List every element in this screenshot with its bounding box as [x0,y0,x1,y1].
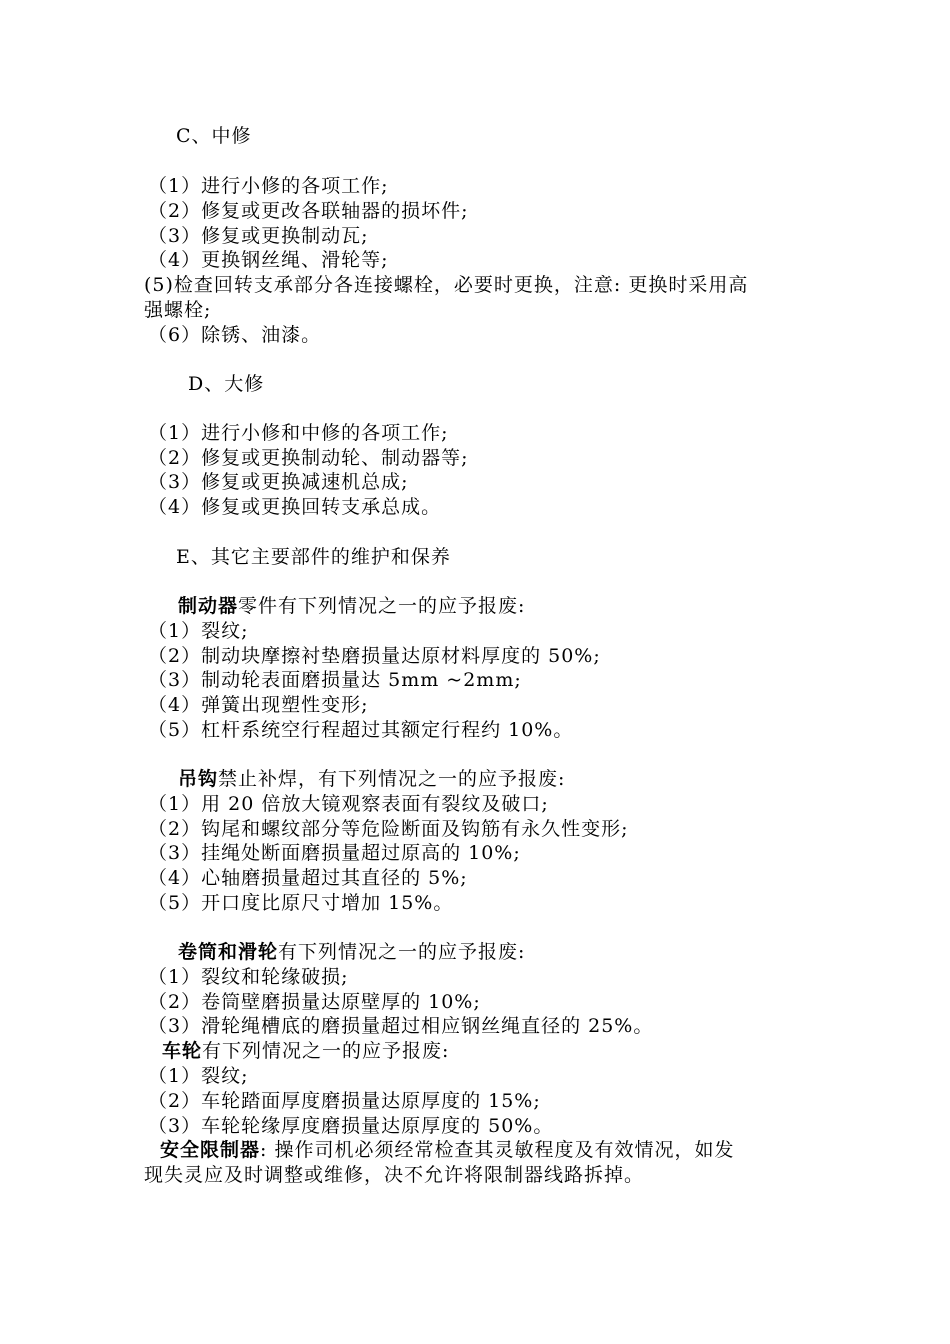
list-item: （2）制动块摩擦衬垫磨损量达原材料厚度的 50%; [148,645,601,667]
wheel-term: 车轮 [162,1040,203,1062]
list-item: （2）钩尾和螺纹部分等危险断面及钩筋有永久性变形; [148,818,629,840]
list-item: （3）滑轮绳槽底的磨损量超过相应钢丝绳直径的 25%。 [148,1015,654,1037]
list-item: （2）修复或更改各联轴器的损坏件; [148,200,469,222]
hook-intro [178,767,565,792]
list-item: （3）修复或更换制动瓦; [148,225,369,247]
list-item: （2）卷筒壁磨损量达原壁厚的 10%; [148,991,481,1013]
drum-intro [178,940,525,965]
wheel-intro-text: 有下列情况之一的应予报废: [202,1040,450,1062]
section-c-heading: C、中修 [176,125,252,147]
wheel-intro [162,1039,449,1064]
list-item: （3）挂绳处断面磨损量超过原高的 10%; [148,842,521,864]
list-item: (5)检查回转支承部分各连接螺栓，必要时更换，注意: 更换时采用高 [144,274,749,296]
limiter-line-2: 现失灵应及时调整或维修，决不允许将限制器线路拆掉。 [144,1164,645,1186]
list-item: （4）心轴磨损量超过其直径的 5%; [148,867,468,889]
section-d-heading: D、大修 [188,373,265,395]
list-item: （1）用 20 倍放大镜观察表面有裂纹及破口; [148,793,549,815]
list-item: （1）进行小修的各项工作; [148,175,389,197]
drum-term: 卷筒和滑轮 [178,941,279,963]
list-item: （5）开口度比原尺寸增加 15%。 [148,892,454,914]
brake-intro [178,594,525,619]
list-item: （5）杠杆系统空行程超过其额定行程约 10%。 [148,719,574,741]
list-item: （2）车轮踏面厚度磨损量达原厚度的 15%; [148,1090,541,1112]
list-item: （1）裂纹; [148,620,249,642]
list-item: （1）裂纹; [148,1065,249,1087]
list-item: （1）裂纹和轮缘破损; [148,966,349,988]
brake-intro-text: 零件有下列情况之一的应予报废: [238,595,526,617]
brake-term: 制动器 [178,595,239,617]
limiter-term: 安全限制器 [160,1139,261,1161]
list-item: （6）除锈、油漆。 [148,324,322,346]
list-item: （4）修复或更换回转支承总成。 [148,496,442,518]
hook-term: 吊钩 [178,768,219,790]
list-item: （2）修复或更换制动轮、制动器等; [148,447,469,469]
list-item-continuation: 强螺栓; [144,299,212,321]
list-item: （3）修复或更换减速机总成; [148,471,409,493]
list-item: （4）弹簧出现塑性变形; [148,694,369,716]
limiter-text-1: : 操作司机必须经常检查其灵敏程度及有效情况，如发 [260,1139,735,1161]
hook-intro-text: 禁止补焊，有下列情况之一的应予报废: [218,768,566,790]
list-item: （3）车轮轮缘厚度磨损量达原厚度的 50%。 [148,1115,554,1137]
limiter-line-1 [160,1138,734,1163]
drum-intro-text: 有下列情况之一的应予报废: [278,941,526,963]
section-e-heading: E、其它主要部件的维护和保养 [176,546,451,568]
list-item: （1）进行小修和中修的各项工作; [148,422,449,444]
list-item: （4）更换钢丝绳、滑轮等; [148,249,389,271]
list-item: （3）制动轮表面磨损量达 5mm ~2mm; [148,669,522,691]
